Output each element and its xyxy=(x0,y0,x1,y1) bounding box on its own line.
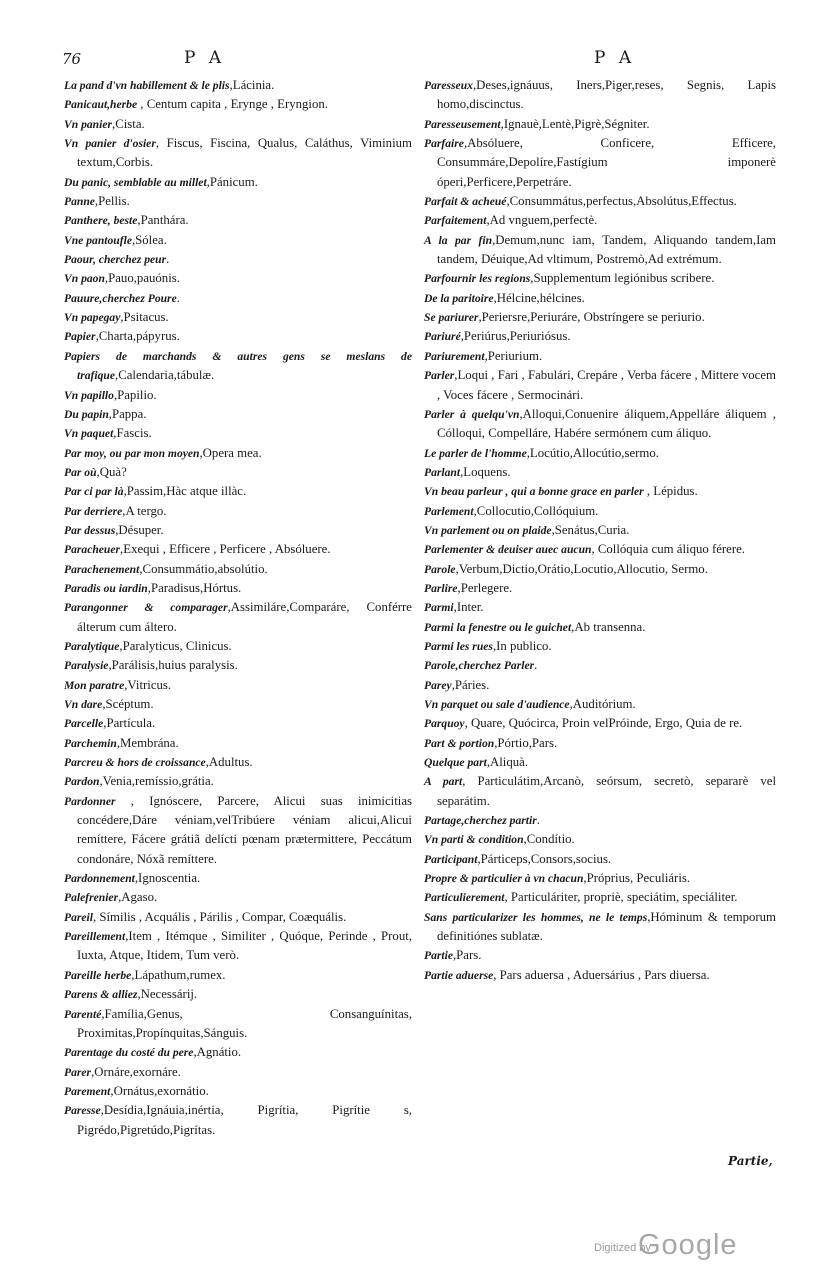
entry-translation: ,Pars. xyxy=(452,948,482,963)
dictionary-entry xyxy=(424,946,776,965)
entry-headword: Vn parti & condition xyxy=(424,833,524,847)
entry-translation: ,Lácinia. xyxy=(229,78,275,92)
entry-translation: ,Partícula. xyxy=(103,716,156,731)
dictionary-entry xyxy=(424,502,776,521)
dictionary-entry xyxy=(424,444,776,463)
entry-translation: ,Páries. xyxy=(451,677,490,692)
entry-translation: ,Inter. xyxy=(453,600,484,615)
dictionary-entry xyxy=(64,695,412,714)
dictionary-entry xyxy=(64,772,412,791)
dictionary-entry xyxy=(64,347,412,386)
entry-translation: ,Collocutio,Collóquium. xyxy=(473,503,599,518)
entry-translation: ,Adultus. xyxy=(205,755,253,770)
dictionary-entry xyxy=(64,482,412,501)
entry-headword: Papiers de marchands & autres gens se meslans de trafique xyxy=(64,349,412,383)
entry-headword: Panicaut,herbe xyxy=(64,98,138,112)
entry-headword: Pardon xyxy=(64,775,100,789)
entry-headword: Panthere, beste xyxy=(64,214,138,228)
entry-translation: ,Ad vnguem,perfectè. xyxy=(486,213,598,228)
dictionary-entry xyxy=(64,598,412,637)
entry-headword: Sans particularizer les hommes, ne le temps xyxy=(424,910,648,924)
dictionary-entry xyxy=(64,463,412,482)
entry-translation: ,Aliquà. xyxy=(486,755,529,770)
entry-headword: Vn papillo xyxy=(64,388,114,402)
dictionary-entry xyxy=(64,1082,412,1101)
entry-translation: ,Deses,ignáuus, Iners,Piger,reses, Segnis, Lapis homo,discinctus. xyxy=(437,78,776,112)
entry-headword: A part xyxy=(424,775,463,789)
dictionary-entry xyxy=(64,424,412,443)
entry-translation: ,Ornátus,exornátio. xyxy=(110,1083,209,1098)
entry-translation: , Ignóscere, Parcere, Alicui suas inimicitias concédere,Dáre véniam,velTribúere véniam alicui,Alicui remíttere, Fácere grátiã delícti pœnam prætermittere, Peccátum condonáre, Nóxã remíttere. xyxy=(77,793,412,866)
dictionary-entry xyxy=(424,192,776,211)
entry-headword: Vn beau parleur , qui a bonne grace en parler xyxy=(424,485,644,499)
dictionary-entry xyxy=(64,714,412,733)
entry-translation: ,Opera mea. xyxy=(199,445,262,460)
dictionary-entry xyxy=(64,386,412,405)
dictionary-entry xyxy=(64,231,412,250)
entry-translation: ,Calendaria,tábulæ. xyxy=(115,368,215,383)
watermark-label: Digitized by xyxy=(594,1242,651,1254)
entry-headword: Parcelle xyxy=(64,717,104,731)
entry-translation: ,Membrána. xyxy=(116,735,179,750)
entry-headword: Parfournir les regions xyxy=(424,272,531,286)
entry-translation: ,Charta,pápyrus. xyxy=(95,329,180,344)
left-column xyxy=(64,76,412,1140)
entry-headword: Parole,cherchez Parler xyxy=(424,659,535,673)
google-logo: Google xyxy=(638,1229,738,1261)
entry-translation: ,Hóminum & temporum definitiónes sublatæ. xyxy=(437,909,776,944)
dictionary-entry xyxy=(64,1063,412,1082)
entry-headword: Parfait & acheué xyxy=(424,195,507,209)
dictionary-entry xyxy=(424,76,776,115)
entry-headword: Pardonnement xyxy=(64,872,135,886)
entry-translation: ,Cista. xyxy=(112,116,145,131)
dictionary-entry xyxy=(64,927,412,966)
dictionary-entry xyxy=(64,269,412,288)
entry-headword: Pariuré xyxy=(424,330,461,344)
entry-headword: Par derriere xyxy=(64,504,123,518)
entry-headword: Parmi xyxy=(424,601,454,615)
entry-translation: ,Loquens. xyxy=(460,464,511,479)
dictionary-entry xyxy=(64,888,412,907)
entry-translation: ,Demum,nunc iam, Tandem, Aliquando tandem,Iam tandem, Déuique,Ad vltimum, Postremò,Ad extrémum. xyxy=(437,232,776,267)
entry-headword: Vn panier xyxy=(64,117,112,131)
entry-headword: Partie aduerse xyxy=(424,968,494,982)
entry-headword: Parfaitement xyxy=(424,214,487,228)
dictionary-entry xyxy=(424,637,776,656)
entry-translation: ,Vitricus. xyxy=(124,677,172,692)
dictionary-entry xyxy=(424,560,776,579)
entry-translation: ,Periersre,Periuráre, Obstríngere se periurio. xyxy=(478,310,705,325)
entry-headword: Paradis ou iardin xyxy=(64,581,148,595)
entry-headword: Paresseux xyxy=(424,79,473,92)
dictionary-entry xyxy=(64,327,412,346)
entry-headword: Parey xyxy=(424,678,452,692)
entry-translation: , Particuláriter, propriè, speciátim, speciáliter. xyxy=(504,890,738,905)
entry-translation: ,Periurium. xyxy=(484,348,543,363)
entry-headword: Part & portion xyxy=(424,736,495,750)
entry-translation: , Símilis , Acquális , Párilis , Compar, Coæquális. xyxy=(92,909,347,924)
dictionary-entry xyxy=(424,308,776,327)
dictionary-entry xyxy=(424,811,776,830)
entry-headword: Par où xyxy=(64,465,97,479)
entry-translation: ,Periúrus,Periuriósus. xyxy=(460,329,571,344)
entry-translation: ,Família,Genus, Consanguínitas, Proximitas,Propínquitas,Sánguis. xyxy=(77,1006,412,1040)
entry-headword: De la paritoire xyxy=(424,291,494,305)
dictionary-entry xyxy=(64,444,412,463)
dictionary-entry xyxy=(424,231,776,270)
entry-headword: Vn papegay xyxy=(64,311,121,325)
dictionary-entry xyxy=(64,134,412,173)
entry-translation: ,Ab transenna. xyxy=(571,619,646,634)
entry-headword: Parer xyxy=(64,1065,92,1079)
entry-translation: , Fiscus, Fiscina, Qualus, Caláthus, Viminium textum,Corbis. xyxy=(77,136,412,170)
entry-headword: Le parler de l'homme xyxy=(424,446,527,460)
entry-translation: , Lépidus. xyxy=(643,484,698,499)
entry-translation: ,Fascis. xyxy=(113,426,152,441)
entry-translation: ,Supplementum legiónibus scribere. xyxy=(530,271,715,286)
dictionary-entry xyxy=(64,192,412,211)
entry-translation: ,Loqui , Fari , Fabulári, Crepáre , Verba fácere , Mittere vocem , Voces fácere , Sermocinári. xyxy=(437,368,776,402)
entry-headword: Vn dare xyxy=(64,698,103,711)
dictionary-entry xyxy=(424,734,776,753)
dictionary-entry xyxy=(64,76,412,95)
entry-translation: ,Ornáre,exornáre. xyxy=(91,1064,181,1079)
dictionary-entry xyxy=(424,888,776,907)
entry-headword: Papier xyxy=(64,330,96,344)
entry-headword: Parangonner & comparager xyxy=(64,601,228,615)
entry-headword: Palefrenier xyxy=(64,891,119,905)
entry-translation: , Centum capita , Erynge , Eryngion. xyxy=(137,97,328,112)
entry-headword: Du papin xyxy=(64,407,109,421)
entry-translation: ,Próprius, Peculiáris. xyxy=(583,871,691,886)
entry-headword: Vn paquet xyxy=(64,427,114,441)
dictionary-entry xyxy=(424,289,776,308)
entry-translation: ,Consummátio,absolútio. xyxy=(139,561,268,576)
dictionary-entry xyxy=(64,734,412,753)
dictionary-entry xyxy=(424,347,776,366)
dictionary-entry xyxy=(424,579,776,598)
entry-headword: Paresse xyxy=(64,1104,101,1118)
dictionary-entry xyxy=(64,521,412,540)
entry-translation: ,Agaso. xyxy=(118,890,158,905)
entry-translation: ,Assimiláre,Comparáre, Conférre álterum cum áltero. xyxy=(77,600,412,634)
entry-translation: ,Alloqui,Conuenire áliquem,Appelláre áliquem , Cólloqui, Compelláre, Habére sermónem cum áliquo. xyxy=(437,406,776,441)
dictionary-entry xyxy=(424,463,776,482)
dictionary-entry xyxy=(424,714,776,733)
entry-translation: ,Ignoscentia. xyxy=(134,871,201,886)
entry-translation: . xyxy=(166,252,170,267)
entry-translation: , Collóquia cum áliquo férere. xyxy=(591,542,745,557)
entry-headword: Quelque part xyxy=(424,756,487,770)
dictionary-entry xyxy=(424,598,776,617)
entry-headword: Pariurement xyxy=(424,349,485,363)
dictionary-entry xyxy=(64,289,412,308)
dictionary-entry xyxy=(424,269,776,288)
entry-translation: ,Item , Itémque , Similiter , Quóque, Perinde , Prout, Iuxta, Atque, Itidem, Tum verò. xyxy=(77,929,412,963)
catchword: Partie, xyxy=(728,1154,773,1168)
entry-translation: ,Absóluere, Conficere, Efficere, Consummáre,Depolíre,Fastígium imponerè óperi,Perficere,Perpetráre. xyxy=(437,136,776,189)
dictionary-entry xyxy=(64,560,412,579)
entry-headword: Parachenement xyxy=(64,562,140,576)
entry-headword: A la par fin xyxy=(424,233,493,247)
entry-headword: Parler xyxy=(424,369,455,383)
dictionary-entry xyxy=(64,753,412,772)
entry-headword: Paour, cherchez peur xyxy=(64,253,167,267)
entry-translation: , Quare, Quócirca, Proin velPróinde, Ergo, Quia de re. xyxy=(464,716,743,731)
entry-headword: Particulierement xyxy=(424,891,505,905)
entry-headword: Par moy, ou par mon moyen xyxy=(64,446,200,460)
dictionary-entry xyxy=(424,134,776,192)
entry-translation: ,Pánicum. xyxy=(206,174,258,189)
dictionary-entry xyxy=(424,676,776,695)
entry-translation: ,Sólea. xyxy=(131,232,167,247)
entry-translation: ,Condítio. xyxy=(523,832,575,847)
entry-translation: ,Locútio,Allocútio,sermo. xyxy=(526,445,659,460)
dictionary-entry xyxy=(64,1005,412,1044)
entry-translation: ,Ignauè,Lentè,Pigrè,Ségniter. xyxy=(500,116,650,131)
entry-headword: Vn panier d'osier xyxy=(64,137,156,151)
entry-translation: ,Quà? xyxy=(96,464,127,479)
entry-translation: ,Pappa. xyxy=(108,406,147,421)
entry-translation: ,Lápathum,rumex. xyxy=(131,967,226,982)
entry-translation: ,Verbum,Dictio,Orátio,Locutio,Allocutio, Sermo. xyxy=(455,561,708,576)
entry-translation: ,Parálisis,huius paralysis. xyxy=(108,658,238,673)
dictionary-entry xyxy=(424,850,776,869)
entry-translation: ,Desídia,Ignáuia,inértia, Pigrítia, Pigrítie s, Pigrédo,Pigretúdo,Pigrítas. xyxy=(77,1103,412,1137)
dictionary-entry xyxy=(424,521,776,540)
entry-headword: Panne xyxy=(64,195,95,209)
entry-translation: , Particulátim,Arcanò, seórsum, secretò, separarè vel separátim. xyxy=(437,774,776,808)
entry-headword: Parenté xyxy=(64,1007,102,1021)
dictionary-entry xyxy=(64,637,412,656)
entry-translation: ,Senátus,Curia. xyxy=(551,522,630,537)
dictionary-entry xyxy=(64,173,412,192)
dictionary-entry xyxy=(424,115,776,134)
entry-headword: Pareil xyxy=(64,910,93,924)
entry-headword: Parlant xyxy=(424,465,461,479)
entry-headword: Se pariurer xyxy=(424,311,479,325)
entry-translation: ,Papilio. xyxy=(113,387,157,402)
entry-headword: Partage,cherchez partir xyxy=(424,814,537,828)
dictionary-entry xyxy=(424,327,776,346)
entry-translation: ,Venia,remíssio,grátia. xyxy=(99,774,214,789)
dictionary-entry xyxy=(64,792,412,869)
entry-translation: ,Necessárij. xyxy=(137,987,198,1002)
entry-translation: ,Scéptum. xyxy=(102,697,154,711)
entry-headword: Parlementer & deuiser auec aucun xyxy=(424,543,592,557)
dictionary-entry xyxy=(64,985,412,1004)
entry-headword: Parement xyxy=(64,1084,111,1098)
entry-translation: ,Exequi , Efficere , Perficere , Absóluere. xyxy=(120,542,331,557)
dictionary-entry xyxy=(64,579,412,598)
page-number: 76 xyxy=(62,50,82,68)
dictionary-entry xyxy=(64,308,412,327)
entry-translation: , Pars aduersa , Aduersárius , Pars diuersa. xyxy=(493,967,710,982)
dictionary-entry xyxy=(64,656,412,675)
dictionary-entry xyxy=(424,366,776,405)
entry-headword: Parcreu & hors de croissance xyxy=(64,756,206,770)
right-column xyxy=(424,76,776,985)
entry-translation: ,Hélcine,hélcines. xyxy=(493,290,585,305)
dictionary-entry xyxy=(424,966,776,985)
dictionary-entry xyxy=(424,908,776,947)
dictionary-entry xyxy=(424,695,776,714)
dictionary-entry xyxy=(424,540,776,559)
entry-translation: ,Perlegere. xyxy=(457,580,513,595)
entry-headword: Parmi les rues xyxy=(424,639,493,653)
dictionary-entry xyxy=(424,753,776,772)
entry-headword: Parchemin xyxy=(64,736,117,750)
entry-headword: Paralytique xyxy=(64,639,120,653)
dictionary-entry xyxy=(64,540,412,559)
entry-translation: . xyxy=(534,658,538,673)
dictionary-entry xyxy=(64,908,412,927)
entry-headword: Vn parlement ou on plaide xyxy=(424,523,552,537)
dictionary-entry xyxy=(424,772,776,811)
entry-headword: Participant xyxy=(424,852,478,866)
entry-translation: ,Pellis. xyxy=(94,194,130,209)
dictionary-entry xyxy=(424,405,776,444)
entry-headword: Vn paon xyxy=(64,272,105,286)
dictionary-entry xyxy=(64,115,412,134)
running-head-left: P A xyxy=(184,48,226,68)
entry-headword: Du panic, semblable au millet xyxy=(64,175,207,189)
entry-headword: Pareille herbe xyxy=(64,968,132,982)
entry-headword: Parentage du costé du pere xyxy=(64,1046,194,1060)
entry-translation: ,Consummátus,perfectus,Absolútus,Effectus. xyxy=(506,194,737,209)
running-head-right: P A xyxy=(594,48,636,68)
entry-headword: Par dessus xyxy=(64,523,116,537)
dictionary-entry xyxy=(424,869,776,888)
dictionary-entry xyxy=(64,676,412,695)
entry-headword: Vn parquet ou sale d'audience xyxy=(424,698,570,711)
entry-headword: Vne pantoufle xyxy=(64,233,132,247)
entry-translation: ,Pauo,pauónis. xyxy=(104,271,180,286)
entry-translation: ,Auditórium. xyxy=(569,697,636,711)
entry-translation: ,In publico. xyxy=(492,638,552,653)
entry-headword: Paresseusement xyxy=(424,117,501,131)
entry-headword: Par ci par là xyxy=(64,485,124,499)
dictionary-entry xyxy=(64,966,412,985)
dictionary-entry xyxy=(64,405,412,424)
entry-headword: Propre & particulier à vn chacun xyxy=(424,872,584,886)
entry-headword: Parmi la fenestre ou le guichet xyxy=(424,620,572,634)
entry-translation: . xyxy=(176,290,180,305)
entry-headword: Pauure,cherchez Poure xyxy=(64,291,177,305)
entry-headword: Paralysie xyxy=(64,659,109,673)
dictionary-entry xyxy=(64,869,412,888)
entry-headword: Parquoy xyxy=(424,717,465,731)
entry-translation: ,Psitacus. xyxy=(120,310,169,325)
dictionary-entry xyxy=(64,211,412,230)
dictionary-entry xyxy=(64,1043,412,1062)
entry-headword: Parlement xyxy=(424,504,474,518)
entry-translation: ,Agnátio. xyxy=(193,1045,242,1060)
dictionary-entry xyxy=(64,502,412,521)
entry-headword: La pand d'vn habillement & le plis xyxy=(64,79,230,92)
entry-headword: Paracheuer xyxy=(64,543,121,557)
entry-headword: Pardonner xyxy=(64,794,116,808)
entry-translation: ,Passim,Hàc atque illàc. xyxy=(123,484,247,499)
entry-translation: ,Paralyticus, Clinicus. xyxy=(119,638,232,653)
dictionary-entry xyxy=(424,482,776,501)
dictionary-entry xyxy=(64,250,412,269)
entry-headword: Parens & alliez xyxy=(64,988,138,1002)
dictionary-entry xyxy=(424,211,776,230)
entry-translation: . xyxy=(536,813,540,828)
dictionary-entry xyxy=(424,618,776,637)
dictionary-entry xyxy=(64,1101,412,1140)
entry-headword: Parlire xyxy=(424,581,458,595)
entry-translation: ,Pórtio,Pars. xyxy=(494,735,558,750)
entry-headword: Parfaire xyxy=(424,137,464,151)
entry-headword: Partie xyxy=(424,949,453,963)
entry-translation: ,Párticeps,Consors,socius. xyxy=(477,851,612,866)
dictionary-entry xyxy=(64,95,412,114)
digitized-watermark xyxy=(594,1218,774,1262)
entry-translation: ,Panthára. xyxy=(137,213,189,228)
entry-headword: Pareillement xyxy=(64,930,126,944)
entry-translation: ,Paradisus,Hórtus. xyxy=(147,580,242,595)
entry-translation: ,Désuper. xyxy=(115,522,164,537)
entry-headword: Parler à quelqu'vn xyxy=(424,407,520,421)
entry-headword: Parole xyxy=(424,562,456,576)
dictionary-entry xyxy=(424,830,776,849)
entry-headword: Mon paratre xyxy=(64,678,125,692)
dictionary-entry xyxy=(424,656,776,675)
entry-translation: ,A tergo. xyxy=(122,503,167,518)
